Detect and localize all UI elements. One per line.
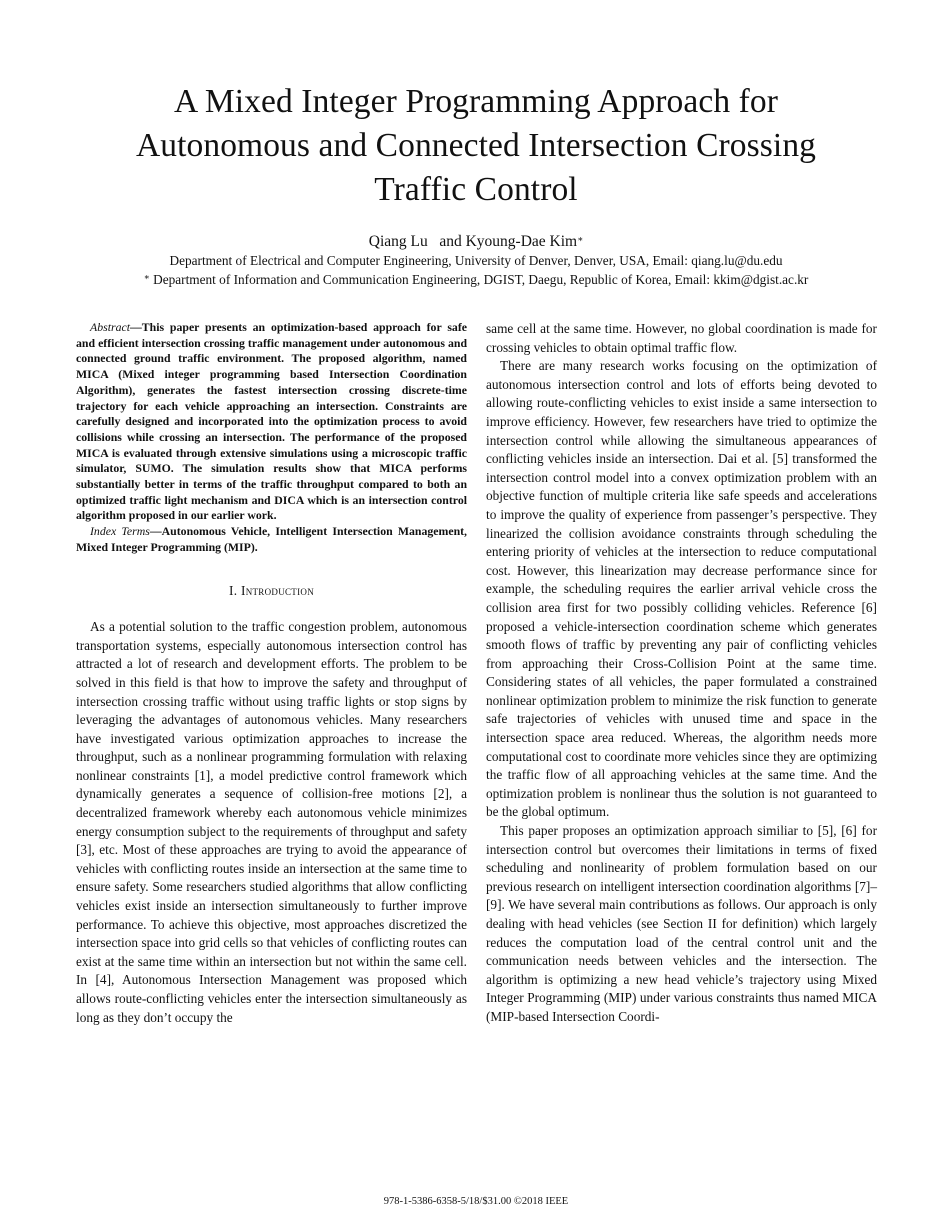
index-terms-dash: — bbox=[149, 524, 162, 539]
paper-title bbox=[60, 80, 892, 212]
affiliation-2-text: Department of Information and Communication Engineering, DGIST, Daegu, Republic of Korea, Email: kkim@dgist.ac.kr bbox=[149, 272, 809, 287]
paragraph: There are many research works focusing on the optimization of autonomous intersection control and lots of efforts being devoted to allowing route-conflicting vehicles to exist inside a same intersection to improve efficiency. However, few researchers have tried to optimize the intersection control while allowing the simultaneous appearances of conflicting vehicles inside an intersection. Dai et al. [5] transformed the intersection control model into a convex optimization problem with an objective function of multiple criteria like safe speeds and accelerations to improve the quality of experience from passenger’s perspective. They linearized the collision avoidance constraints through scheduling the entering priority of vehicles at the intersection to reduce computational cost. However, this linearization may decrease performance since for example, the scheduling requires the earlier arrival vehicle cross the collision area first for two possibly colliding vehicles. Reference [6] proposed a vehicle-intersection coordination scheme which generates smooth flows of traffic by preventing any pair of conflicting vehicles from approaching their Cross-Collision Point at the same time. Considering states of all vehicles, the paper formulated a constrained nonlinear optimization problem to minimize the risk function to generate safe trajectories of vehicles with unused time and space in the intersection space area reduced. Whereas, the algorithm needs more computational cost to coordinate more vehicles since they are optimizing the traffic flow of all approaching vehicles at the same time. And the optimization problem is nonlinear thus the solution is not guaranteed to be the global optimum. bbox=[486, 358, 877, 820]
section-number: I. bbox=[228, 582, 241, 598]
paragraph: same cell at the same time. However, no global coordination is made for crossing vehicles to obtain optimal traffic flow. bbox=[486, 321, 877, 355]
authors bbox=[0, 232, 952, 252]
abstract-text: This paper presents an optimization-based approach for safe and efficient intersection crossing traffic management under autonomous and connected ground traffic environment. The proposed algorithm, named MICA (Mixed integer programming based Intersection Coordination Algorithm), generates the fastest intersection crossing discrete-time trajectory for each vehicle approaching an intersection. Constraints are carefully designed and incorporated into the optimization process to avoid collisions while crossing an intersection. The performance of the proposed MICA is evaluated through extensive simulations using a microscopic traffic simulator, SUMO. The simulation results show that MICA performs substantially better in terms of the traffic throughput compared to both an optimized traffic light mechanism and DICA which is an intersection control algorithm proposed in our earlier work. bbox=[76, 320, 467, 523]
author-star: ∗ bbox=[577, 234, 584, 244]
left-column bbox=[76, 320, 467, 1027]
paragraph: This paper proposes an optimization approach similiar to [5], [6] for intersection control but overcomes their limitations in terms of fixed scheduling and nonlinearity of problem formulation based on our previous research on intelligent intersection coordination algorithms [7]–[9]. We have several main contributions as follows. Our approach is only dealing with head vehicles (see Section II for definition) which largely reduces the computation load of the central control unit and the communication needs between vehicles and the intersection. The algorithm is optimizing a new head vehicle’s trajectory using Mixed Integer Programming (MIP) under various constraints thus named MICA (MIP-based Intersection Coordi- bbox=[486, 823, 877, 1024]
affiliation-2 bbox=[0, 271, 952, 289]
title-line: A Mixed Integer Programming Approach for bbox=[173, 83, 779, 120]
index-terms-text: Autonomous Vehicle, Intelligent Intersection Management, Mixed Integer Programming (MIP). bbox=[76, 524, 468, 554]
index-terms-label: Index Terms bbox=[90, 524, 150, 539]
abstract-label: Abstract bbox=[90, 320, 130, 334]
right-column bbox=[486, 320, 877, 1027]
affiliation-1: Department of Electrical and Computer Engineering, University of Denver, Denver, USA, Email: qiang.lu@du.edu bbox=[169, 253, 783, 268]
abstract bbox=[76, 320, 467, 524]
footer-copyright: 978-1-5386-6358-5/18/$31.00 ©2018 IEEE bbox=[383, 1196, 569, 1207]
section-heading bbox=[76, 582, 467, 601]
title-line: Autonomous and Connected Intersection Crossing bbox=[135, 127, 817, 164]
affiliation-star: ∗ bbox=[143, 272, 150, 282]
index-terms bbox=[76, 524, 467, 555]
abstract-dash: — bbox=[129, 320, 142, 334]
paragraph: As a potential solution to the traffic congestion problem, autonomous transportation systems, especially autonomous intersection control has attracted a lot of research and development efforts. The problem to be solved in this field is that how to improve the safety and throughput of intersection crossing traffic without using traffic lights or stop signs by leveraging the advantages of autonomous vehicles. Many researchers have investigated various optimization approaches to increase the throughput, such as a nonlinear programming formulation with relaxing nonlinear constraints [1], a model predictive control framework which dynamically generates a sequence of collision-free motions [2], a decentralized framework whereby each autonomous vehicle minimizes energy consumption subject to the requirements of throughput and safety [3], etc. Most of these approaches are trying to avoid the appearance of vehicles with conflicting routes inside an intersection at the same time to ensure safety. Some researchers studied algorithms that allow conflicting vehicles exist inside an intersection simultaneously to further improve performance. To achieve this objective, most approaches discretized the intersection space into grid cells so that vehicles of conflicting routes can exist at the same time within an intersection but not within the same cell. In [4], Autonomous Intersection Management was proposed which allows route-conflicting vehicles enter the intersection simultaneously as long as they don’t occupy the bbox=[76, 619, 467, 1025]
author-names: Qiang Lu and Kyoung-Dae Kim bbox=[368, 233, 578, 250]
section-title: Introduction bbox=[240, 582, 314, 598]
title-line: Traffic Control bbox=[374, 171, 578, 208]
